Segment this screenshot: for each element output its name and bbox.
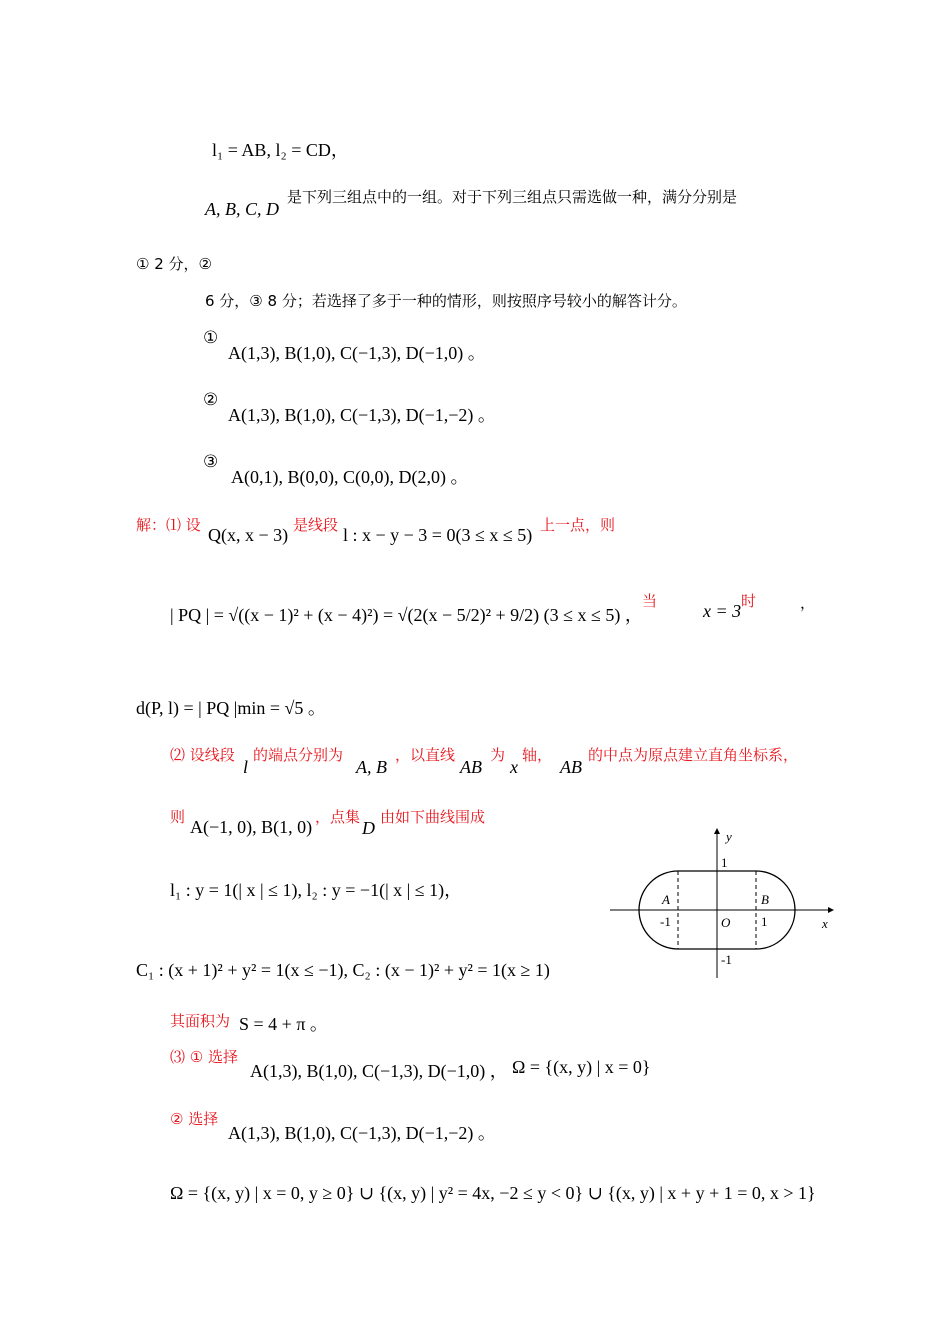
label-y: y: [726, 829, 732, 844]
solution-2-then: 则: [170, 808, 186, 826]
solution-1-point-q: Q(x, x − 3): [208, 525, 289, 545]
solution-2-points: A(−1, 0), B(1, 0): [190, 817, 313, 837]
solution-1-label: 解：⑴ 设: [136, 516, 201, 534]
region-figure: [600, 820, 850, 990]
label-one-top: 1: [721, 855, 728, 870]
score-line-2: 6 分，③ 8 分；若选择了多于一种的情形，则按照序号较小的解答计分。: [205, 292, 687, 310]
points-intro-math: A, B, C, D: [205, 199, 279, 219]
option-2-mark: ②: [203, 390, 219, 410]
x-axis-arrow: [828, 907, 834, 913]
solution-2-area: S = 4 + π 。: [239, 1014, 328, 1034]
solution-3-points-2: A(1,3), B(1,0), C(−1,3), D(−1,−2) 。: [228, 1123, 496, 1143]
option-1-mark: ①: [203, 328, 219, 348]
solution-2-d: 为: [490, 746, 506, 764]
solution-2-ab2: AB: [460, 757, 482, 777]
solution-2-x: x: [510, 757, 518, 777]
label-o: O: [721, 915, 731, 930]
label-b: B: [761, 892, 769, 907]
solution-3-points-1: A(1,3), B(1,0), C(−1,3), D(−1,0) ，: [250, 1061, 508, 1081]
solution-2-g: ，点集: [315, 808, 361, 826]
solution-2-a: ⑵ 设线段: [170, 746, 235, 764]
label-neg1-y: -1: [721, 952, 732, 967]
option-1-points: A(1,3), B(1,0), C(−1,3), D(−1,0) 。: [228, 343, 486, 363]
label-x: x: [822, 916, 828, 931]
solution-3-a: ⑶ ① 选择: [170, 1048, 238, 1066]
solution-2-area-text: 其面积为: [170, 1012, 231, 1030]
when-text: 当: [642, 592, 658, 610]
label-neg1-x: -1: [660, 914, 671, 929]
line-l1-l2: l₁ = AB, l₂ = CD，: [212, 140, 349, 160]
solution-1-end-text: 上一点，则: [540, 516, 616, 534]
solution-3-b: ② 选择: [170, 1110, 219, 1128]
points-intro-text: 是下列三组点中的一组。对于下列三组点只需选做一种，满分分别是: [287, 188, 738, 206]
solution-2-c: ，以直线: [395, 746, 456, 764]
x-equals-3: x = 3: [703, 601, 742, 621]
solution-2-d-set: D: [362, 818, 375, 838]
solution-2-b: 的端点分别为: [253, 746, 344, 764]
y-axis-arrow: [714, 828, 720, 834]
solution-2-ab3: AB: [560, 757, 582, 777]
distance-result: d(P, l) = | PQ |min = √5 。: [136, 698, 326, 718]
option-3-points: A(0,1), B(0,0), C(0,0), D(2,0) 。: [231, 467, 469, 487]
solution-3-omega-1: Ω = {(x, y) | x = 0}: [512, 1057, 651, 1077]
solution-2-lines: l₁ : y = 1(| x | ≤ 1), l₂ : y = −1(| x | ≤ 1)，: [170, 880, 463, 900]
score-line-1: ① 2 分，②: [136, 255, 212, 273]
solution-2-l: l: [243, 757, 249, 777]
comma-text: ，: [800, 594, 816, 612]
option-2-points: A(1,3), B(1,0), C(−1,3), D(−1,−2) 。: [228, 405, 496, 425]
label-a: A: [662, 892, 670, 907]
solution-2-f: 的中点为原点建立直角坐标系，: [588, 746, 799, 764]
solution-2-e: 轴，: [522, 746, 553, 764]
option-3-mark: ③: [203, 452, 219, 472]
solution-1-mid-text: 是线段: [293, 516, 339, 534]
solution-2-ab: A, B: [356, 757, 387, 777]
solution-2-circles: C₁ : (x + 1)² + y² = 1(x ≤ −1), C₂ : (x − 1)² + y² = 1(x ≥ 1): [136, 960, 550, 980]
label-one-x: 1: [761, 914, 768, 929]
shi-text: 时: [741, 592, 757, 610]
pq-formula: | PQ | = √((x − 1)² + (x − 4)²) = √(2(x − 5/2)² + 9/2) (3 ≤ x ≤ 5) ，: [170, 605, 643, 625]
solution-1-segment: l : x − y − 3 = 0(3 ≤ x ≤ 5): [343, 525, 533, 545]
solution-3-omega-2: Ω = {(x, y) | x = 0, y ≥ 0} ∪ {(x, y) | y² = 4x, −2 ≤ y < 0} ∪ {(x, y) | x + y + 1 = 0, x > 1}: [170, 1183, 816, 1203]
solution-2-h: 由如下曲线围成: [380, 808, 486, 826]
